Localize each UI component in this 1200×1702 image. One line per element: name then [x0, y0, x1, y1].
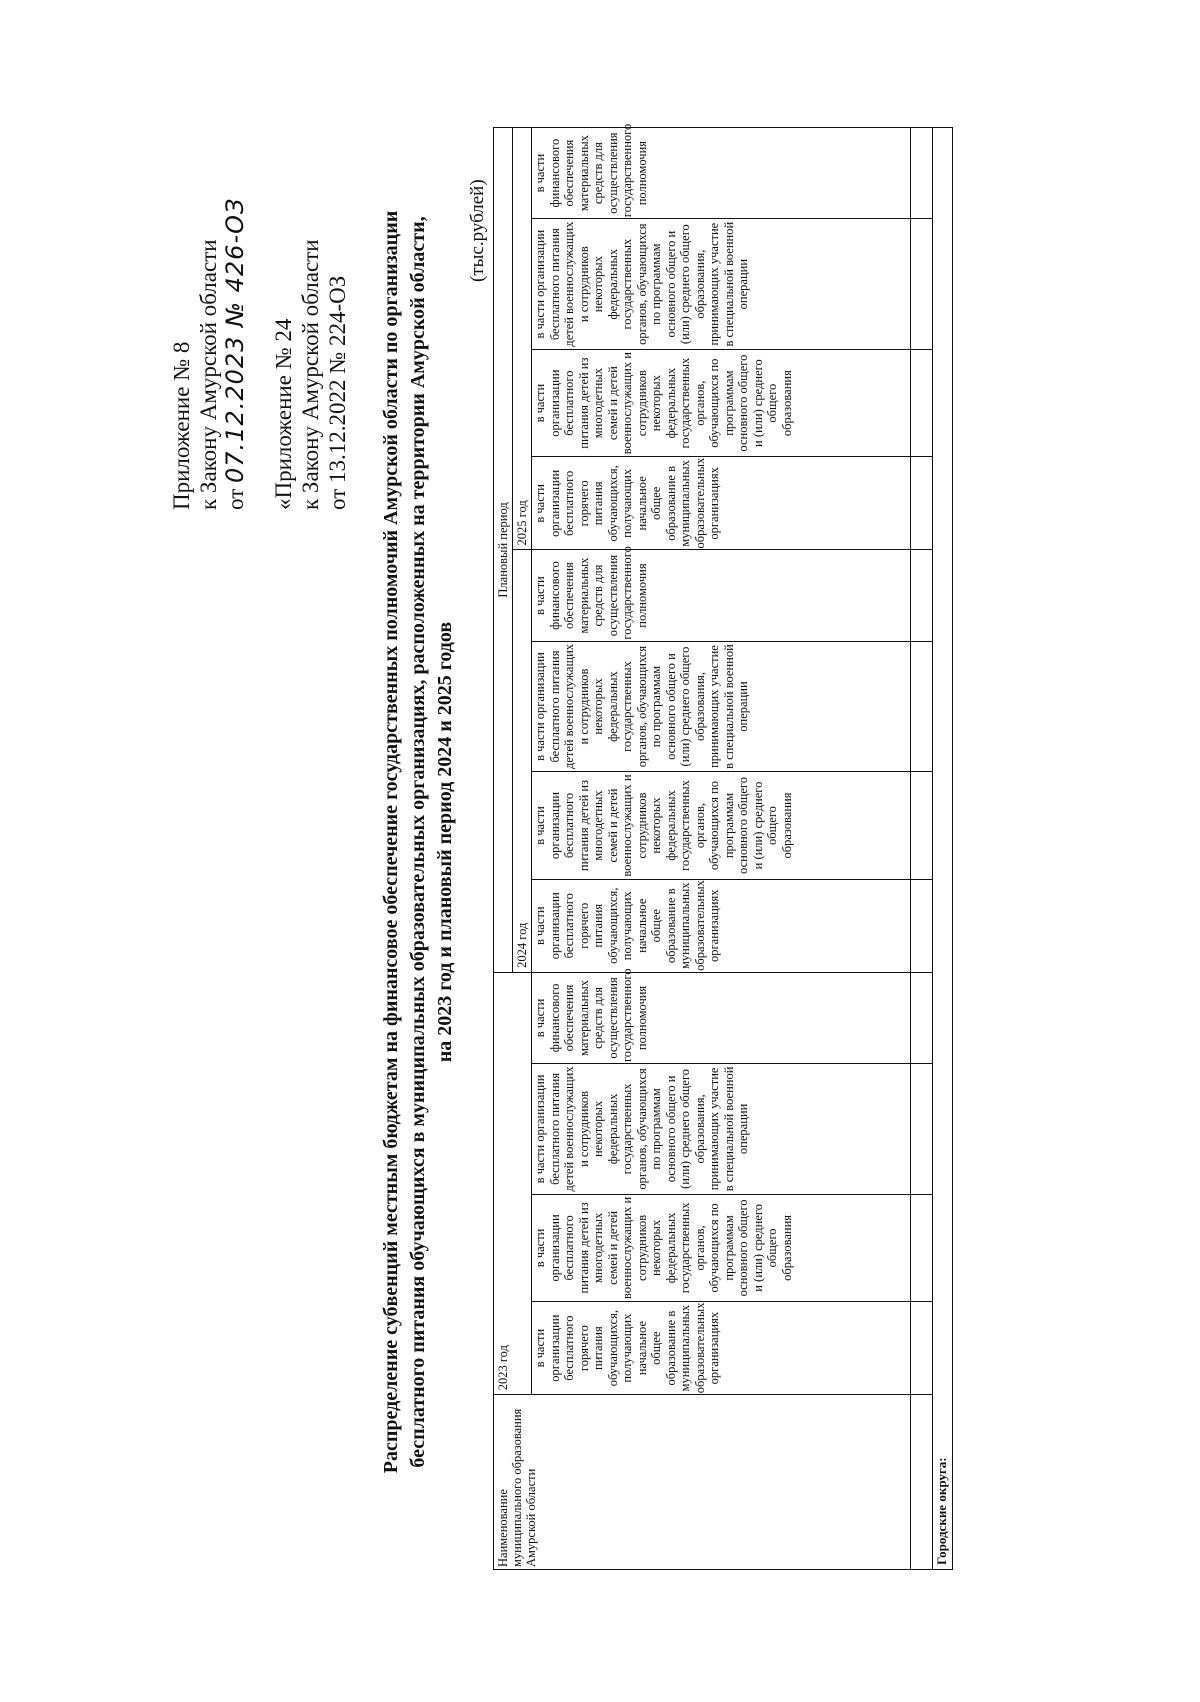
section-label-city-districts: Городские округа: — [933, 128, 953, 1570]
document-title: Распределение субвенций местным бюджетам на финансовое обеспечение государственных полномочий Амурской области по организации бесплатного питания обучающихся в муниципальных образовательных организациях, расположенных на территории Амурской области, на 2023 год и плановый период 2024 и 2025 годов — [380, 210, 456, 1474]
year-header-2025: 2025 год — [513, 128, 532, 551]
column-header-military-svo-2025: в части организации бесплатного питания детей военнослужащих и сотрудников некоторых федеральных государственных органов, обучающихся по программам основного общего и (или) среднего общего образования, принимающих участие в специальной военной операции — [532, 219, 911, 350]
table-empty-row — [911, 128, 933, 1570]
units-label: (тыс.рублей) — [467, 179, 488, 282]
appendix-number: Приложение № 8 — [169, 341, 194, 510]
table-header-row-1 — [494, 128, 513, 1570]
previous-appendix-date: от 13.12.2022 № 224-ОЗ — [325, 275, 350, 510]
handwritten-date: 07.12.2023 № 426-ОЗ — [221, 197, 249, 483]
subsidy-table — [493, 123, 953, 1570]
previous-appendix-law: к Закону Амурской области — [298, 239, 323, 510]
year-header-2023: 2023 год — [494, 972, 532, 1394]
column-header-military-svo-2024: в части организации бесплатного питания детей военнослужащих и сотрудников некоторых федеральных государственных органов, обучающихся по программам основного общего и (или) среднего общего образования, принимающих участие в специальной военной операции — [532, 641, 911, 772]
appendix-law: к Закону Амурской области — [196, 239, 221, 510]
column-header-large-families-2023: в части организации бесплатного питания детей из многодетных семей и детей военнослужащих и сотрудников некоторых федеральных государственных органов, обучающихся по программам основного общего и (или) среднего общего образования — [532, 1194, 911, 1301]
column-header-material-means-2025: в части финансового обеспечения материальных средств для осуществления государственного полномочия — [532, 128, 911, 219]
column-header-large-families-2024: в части организации бесплатного питания детей из многодетных семей и детей военнослужащих и сотрудников некоторых федеральных государственных органов, обучающихся по программам основного общего и (или) среднего общего образования — [532, 772, 911, 879]
column-header-hot-meals-2025: в части организации бесплатного горячего питания обучающихся, получающих начальное общее образование в муниципальных образовательных организациях — [532, 457, 911, 550]
name-column-header: Наименование муниципального образования Амурской области — [494, 1395, 911, 1570]
previous-appendix-number: «Приложение № 24 — [271, 318, 296, 510]
column-header-material-means-2024: в части финансового обеспечения материальных средств для осуществления государственного полномочия — [532, 550, 911, 641]
appendix-header — [168, 198, 249, 510]
table-section-row — [933, 128, 953, 1570]
column-header-material-means-2023: в части финансового обеспечения материальных средств для осуществления государственного полномочия — [532, 972, 911, 1063]
year-header-2024: 2024 год — [513, 550, 532, 972]
planned-period-header: Плановый период — [494, 128, 513, 973]
column-header-large-families-2025: в части организации бесплатного питания детей из многодетных семей и детей военнослужащих и сотрудников некоторых федеральных государственных органов, обучающихся по программам основного общего и (или) среднего общего образования — [532, 350, 911, 457]
column-header-hot-meals-2023: в части организации бесплатного горячего питания обучающихся, получающих начальное общее образование в муниципальных образовательных организациях — [532, 1302, 911, 1395]
previous-appendix-header — [270, 239, 351, 510]
column-header-military-svo-2023: в части организации бесплатного питания детей военнослужащих и сотрудников некоторых федеральных государственных органов, обучающихся по программам основного общего и (или) среднего общего образования, принимающих участие в специальной военной операции — [532, 1064, 911, 1195]
column-header-hot-meals-2024: в части организации бесплатного горячего питания обучающихся, получающих начальное общее образование в муниципальных образовательных организациях — [532, 879, 911, 972]
appendix-date: от 07.12.2023 № 426-ОЗ — [221, 197, 249, 510]
table-header-row-3 — [532, 128, 911, 1570]
